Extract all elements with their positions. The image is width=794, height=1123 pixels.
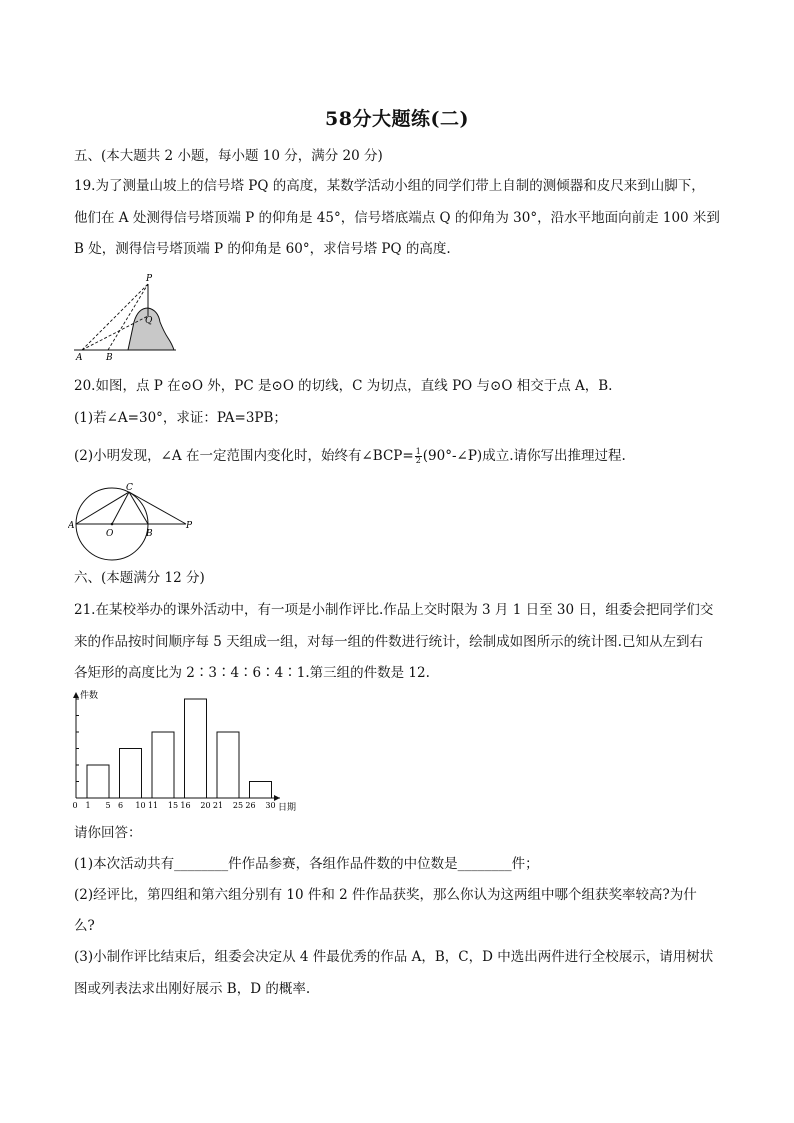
q21-part2-line2: 么? bbox=[74, 918, 95, 934]
label-P: P bbox=[146, 274, 153, 284]
bar-chart bbox=[66, 686, 316, 818]
bar-11-15 bbox=[152, 732, 174, 798]
label-B: B bbox=[146, 529, 153, 539]
q19-line1: 19.为了测量山坡上的信号塔 PQ 的高度，某数学活动小组的同学们带上自制的测倾器和皮尺来到山脚下， bbox=[74, 178, 705, 194]
q21-line1: 21.在某校举办的课外活动中，有一项是小制作评比.作品上交时限为 3 月 1 日至 30 日，组委会把同学们交 bbox=[74, 602, 714, 618]
y-axis-label: 件数 bbox=[80, 691, 99, 701]
x-tick-label: 0 bbox=[72, 801, 78, 810]
q21-part1: (1)本次活动共有________件作品参赛，各组作品件数的中位数是________件； bbox=[74, 856, 539, 872]
label-B: B bbox=[106, 353, 113, 363]
label-P: P bbox=[186, 521, 193, 531]
q21-line3: 各矩形的高度比为 2∶3∶4∶6∶4∶1.第三组的件数是 12. bbox=[74, 665, 430, 681]
section5-heading: 五、(本大题共 2 小题，每小题 10 分，满分 20 分) bbox=[74, 148, 383, 164]
bar-16-20 bbox=[185, 699, 207, 798]
q20-line1: 20.如图，点 P 在⊙O 外，PC 是⊙O 的切线，C 为切点，直线 PO 与⊙O 相交于点 A，B. bbox=[74, 378, 613, 394]
q21-line2: 来的作品按时间顺序每 5 天组成一组，对每一组的件数进行统计，绘制成如图所示的统计图.已知从左到右 bbox=[74, 634, 703, 650]
x-tick-label: 6 bbox=[117, 801, 124, 810]
section6-heading: 六、(本题满分 12 分) bbox=[74, 570, 205, 586]
q20-figure bbox=[68, 478, 198, 564]
fraction-denominator: 2 bbox=[415, 456, 421, 465]
x-tick-label: 20 bbox=[200, 801, 211, 810]
bar-1-5 bbox=[87, 765, 109, 798]
x-tick-label: 26 bbox=[245, 801, 256, 810]
label-O: O bbox=[106, 529, 114, 539]
chart-marks bbox=[72, 686, 280, 810]
q19-line3: B 处，测得信号塔顶端 P 的仰角是 60°，求信号塔 PQ 的高度. bbox=[74, 241, 451, 257]
x-tick-label: 5 bbox=[105, 801, 111, 810]
q19-figure bbox=[70, 270, 180, 365]
x-tick-label: 11 bbox=[147, 801, 159, 810]
q20-part2 bbox=[74, 446, 734, 466]
label-C: C bbox=[126, 483, 133, 493]
x-axis-label: 日期 bbox=[278, 803, 297, 813]
q19-line2: 他们在 A 处测得信号塔顶端 P 的仰角是 45°，信号塔底端点 Q 的仰角为 30°，沿水平地面向前走 100 米到 bbox=[74, 210, 720, 226]
fraction-numerator: 1 bbox=[415, 447, 421, 456]
x-tick-label: 21 bbox=[212, 801, 224, 810]
q21-part3-line2: 图或列表法求出刚好展示 B，D 的概率. bbox=[74, 981, 311, 997]
label-A: A bbox=[76, 353, 83, 363]
q20-part2-after: (90°-∠P)成立.请你写出推理过程. bbox=[422, 448, 626, 464]
center-dot bbox=[111, 523, 114, 526]
line-C-P bbox=[129, 492, 186, 524]
x-tick-label: 15 bbox=[167, 801, 179, 810]
q20-part1: (1)若∠A=30°，求证：PA=3PB； bbox=[74, 410, 287, 426]
x-tick-label: 16 bbox=[180, 801, 191, 810]
label-A: A bbox=[68, 521, 75, 531]
y-axis-arrow bbox=[73, 692, 79, 698]
q20-part2-before: (2)小明发现，∠A 在一定范围内变化时，始终有∠BCP= bbox=[74, 448, 414, 464]
bar-21-25 bbox=[217, 732, 239, 798]
fraction-half bbox=[415, 448, 422, 465]
label-Q: Q bbox=[145, 316, 153, 326]
q21-part3-line1: (3)小制作评比结束后，组委会决定从 4 件最优秀的作品 A，B，C，D 中选出两件进行全校展示，请用树状 bbox=[74, 949, 714, 965]
x-tick-label: 10 bbox=[135, 801, 146, 810]
hill-shape bbox=[128, 308, 174, 350]
x-tick-label: 25 bbox=[232, 801, 244, 810]
q21-ask: 请你回答： bbox=[74, 825, 142, 841]
q21-part2-line1: (2)经评比，第四组和第六组分别有 10 件和 2 件作品获奖，那么你认为这两组中哪个组获奖率较高?为什 bbox=[74, 887, 697, 903]
bar-26-30 bbox=[250, 782, 272, 799]
x-tick-label: 30 bbox=[265, 801, 276, 810]
bar-6-10 bbox=[120, 749, 142, 799]
x-tick-label: 1 bbox=[85, 801, 91, 810]
page-title: 58分大题练(二) bbox=[325, 108, 469, 130]
